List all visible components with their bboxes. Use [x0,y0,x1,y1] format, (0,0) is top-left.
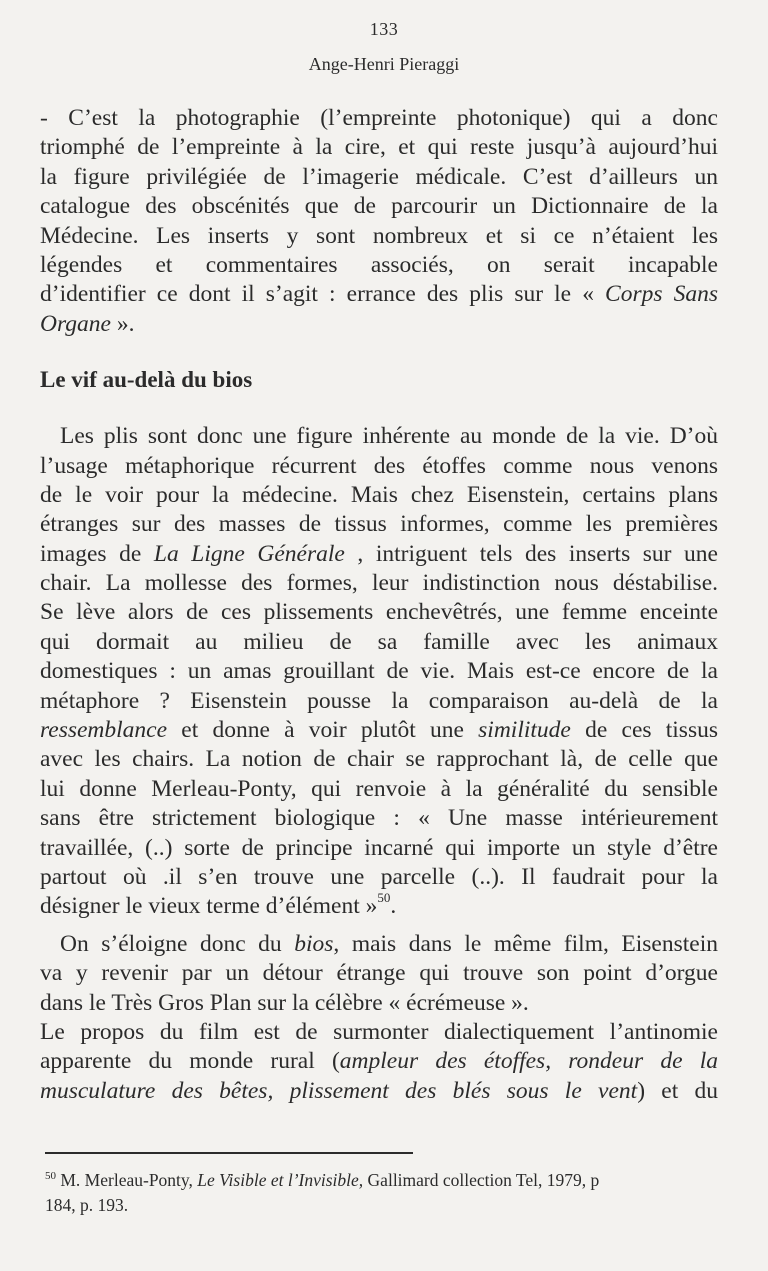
text-run: étranges sur des masses de tissus informes, comme les premières [40,511,718,538]
italic-text: similitude [478,717,571,744]
text-run: Le propos du film est de surmonter dialectiquement l’antinomie [40,1018,718,1045]
text-line [40,452,718,481]
paragraph-propos [40,1018,718,1106]
italic-text: Corps Sans [605,281,718,308]
running-head-author: Ange-Henri Pieraggi [308,54,460,74]
text-run: domestiques : un amas grouillant de vie. Mais est-ce encore de la [40,658,718,685]
text-line [40,422,718,451]
text-line [40,481,718,510]
text-line [40,687,718,716]
text-run: Se lève alors de ces plissements enchevêtrés, une femme enceinte [40,599,718,626]
footnote-number: 50 [45,1170,56,1182]
footnote-reference[interactable]: 50 [377,890,391,906]
text-line [40,598,718,627]
footnote-line-1 [45,1168,705,1193]
text-run: , intriguent tels des inserts sur une [344,540,718,567]
text-run: Médecine. Les inserts y sont nombreux et si ce n’étaient les [40,222,718,249]
text-line [40,628,718,657]
text-run: dans le Très Gros Plan sur la célèbre « écrémeuse ». [40,989,529,1016]
text-run: légendes et commentaires associés, on serait incapable [40,251,718,278]
text-line [40,192,718,221]
text-run: chair. La mollesse des formes, leur indistinction nous déstabilise. [40,570,718,597]
text-line [40,222,718,251]
text-run: de le voir pour la médecine. Mais chez Eisenstein, certains plans [40,481,718,508]
text-line [40,104,718,133]
footnote-line-2: 184, p. 193. [45,1195,129,1215]
text-line [40,989,718,1018]
text-line [40,657,718,686]
text-run: métaphore ? Eisenstein pousse la comparaison au-delà de la [40,687,718,714]
footnote-publisher: Gallimard collection Tel, 1979, p [363,1170,600,1190]
text-line [40,959,718,988]
italic-text: Organe [40,310,111,337]
text-run: va y revenir par un détour étrange qui trouve son point d’orgue [40,960,718,987]
section-heading: Le vif au-delà du bios [40,367,253,393]
footnote-50 [45,1168,705,1218]
footnote-separator [45,1152,413,1154]
footnote-author: M. Merleau-Ponty, [56,1170,198,1190]
text-run: ) et du [637,1077,718,1104]
text-run: désigner le vieux terme d’élément » [40,893,378,920]
text-run: avec les chairs. La notion de chair se rapprochant là, de celle que [40,746,718,773]
text-line [40,804,718,833]
text-run: la figure privilégiée de l’imagerie médicale. C’est d’ailleurs un [40,163,718,190]
italic-text: musculature des bêtes, plissement des blés sous le vent [40,1077,638,1104]
paragraph-bios [40,930,718,1018]
text-run: ». [110,310,135,337]
text-line [40,163,718,192]
italic-text: ressemblance [40,717,168,744]
text-line [40,834,718,863]
text-line [40,510,718,539]
text-line [40,930,718,959]
footnote-title: Le Visible et l’Invisible, [197,1170,364,1190]
text-line [40,716,718,745]
text-run: et donne à voir plutôt une [167,717,479,744]
text-line [40,133,718,162]
text-line [40,775,718,804]
text-run: triomphé de l’empreinte à la cire, et qui reste jusqu’à aujourd’hui [40,134,718,161]
text-run: Les plis sont donc une figure inhérente au monde de la vie. D’où [60,423,718,450]
text-run: travaillée, (..) sorte de principe incarné qui importe un style d’être [40,834,718,861]
text-line [40,310,718,339]
main-text-flow [40,104,718,1106]
text-run: sans être strictement biologique : « Une masse intérieurement [40,805,718,832]
text-run: catalogue des obscénités que de parcourir un Dictionnaire de la [40,193,718,220]
text-run: d’identifier ce dont il s’agit : errance des plis sur le « [40,281,606,308]
text-run: lui donne Merleau-Ponty, qui renvoie à la généralité du sensible [40,775,718,802]
text-run: , mais dans le même film, Eisenstein [333,930,718,957]
text-line [40,540,718,569]
text-line [40,280,718,309]
text-run: . [390,893,397,920]
text-line [40,251,718,280]
italic-text: ampleur des étoffes, rondeur de la [339,1048,718,1075]
text-line [40,569,718,598]
italic-text: La Ligne Générale [153,540,345,567]
text-run: qui dormait au milieu de sa famille avec les animaux [40,628,718,655]
page-number: 133 [369,19,399,39]
text-line [40,892,718,921]
text-run: images de [40,540,154,567]
text-line [40,1018,718,1047]
text-run: - C’est la photographie (l’empreinte photonique) qui a donc [40,105,718,131]
paragraph-photography [40,104,718,339]
paragraph-plis [40,422,718,922]
text-line [40,745,718,774]
italic-text: bios [294,930,334,957]
text-run: On s’éloigne donc du [60,930,295,957]
text-line [40,1077,718,1106]
text-run: l’usage métaphorique récurrent des étoffes comme nous venons [40,452,718,479]
text-line [40,1047,718,1076]
text-run: de ces tissus [570,717,718,744]
text-line [40,863,718,892]
text-run: partout où .il s’en trouve une parcelle (..). Il faudrait pour la [40,863,718,890]
text-run: apparente du monde rural ( [40,1048,340,1075]
